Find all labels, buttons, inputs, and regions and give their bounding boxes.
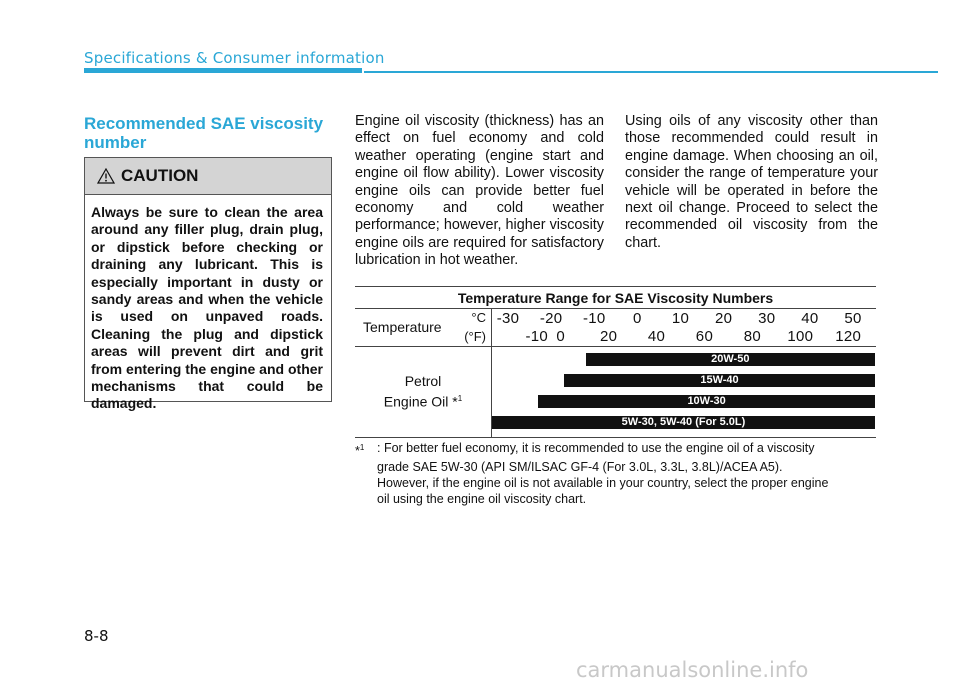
oil-label-line2: Engine Oil *$^1$ <box>383 393 463 410</box>
celsius-unit: °C <box>471 310 486 325</box>
oil-label-line1: Petrol <box>404 373 442 390</box>
table-title: Temperature Range for SAE Viscosity Numbers <box>355 287 876 309</box>
celsius-tick: 10 <box>671 310 690 327</box>
temperature-scale <box>492 309 876 346</box>
celsius-tick: -10 <box>582 310 606 327</box>
footnote-line-1: : For better fuel economy, it is recommended to use the engine oil of a viscosity <box>377 441 815 455</box>
page-number: 8-8 <box>84 627 109 645</box>
fahrenheit-unit: (°F) <box>464 329 486 344</box>
celsius-tick: 0 <box>633 310 642 327</box>
fahrenheit-tick: 100 <box>787 328 814 345</box>
viscosity-paragraph: Engine oil viscosity (thickness) has an effect on fuel economy and cold weather operating (engine start and engine oil flow ability). Lower viscosity engine oils can provide better fuel economy and cold weather performance; however, higher viscosity engine oils are required for satisfactory lubrication in hot weather. <box>355 113 604 269</box>
footnote <box>355 440 876 507</box>
fahrenheit-tick: 40 <box>647 328 666 345</box>
footnote-line-4: oil using the engine oil viscosity chart. <box>377 492 587 507</box>
fahrenheit-tick: 60 <box>695 328 714 345</box>
oil-grade-bar: 5W-30, 5W-40 (For 5.0L) <box>492 416 875 429</box>
celsius-tick: 50 <box>844 310 862 327</box>
caution-text: Always be sure to clean the area around any filler plug, drain plug, or dipstick before checking or draining any lubricant. This is especially important in dusty or sandy areas and when the vehicle is used on unpaved roads. Cleaning the plug and dipstick areas will prevent dirt and grit from entering the engine and other mechanisms that could be damaged. <box>91 204 323 412</box>
temperature-label: Temperature <box>363 319 442 335</box>
page-title: Recommended SAE viscosity number <box>84 114 324 152</box>
fahrenheit-tick: -10 <box>525 328 549 345</box>
oil-grade-bar: 20W-50 <box>586 353 875 366</box>
fahrenheit-tick: 120 <box>835 328 862 345</box>
celsius-tick: -20 <box>539 310 563 327</box>
celsius-tick: 40 <box>801 310 819 327</box>
oil-grade-bar: 10W-30 <box>538 395 875 408</box>
caution-label: CAUTION <box>121 166 199 185</box>
temperature-label-cell <box>355 309 492 346</box>
fahrenheit-tick: 20 <box>599 328 618 345</box>
celsius-tick: 20 <box>714 310 733 327</box>
warning-triangle-icon <box>97 168 115 184</box>
footnote-mark: *$^1$ <box>355 443 365 459</box>
engine-oil-label <box>355 347 492 437</box>
fahrenheit-tick: 0 <box>556 328 566 345</box>
fahrenheit-tick: 80 <box>743 328 762 345</box>
engine-oil-row <box>355 347 876 437</box>
footnote-line-3: However, if the engine oil is not available in your country, select the proper engine <box>377 476 829 491</box>
watermark: carmanualsonline.info <box>576 658 809 682</box>
caution-header <box>85 158 331 195</box>
footnote-line-2: grade SAE 5W-30 (API SM/ILSAC GF-4 (For 3.0L, 3.3L, 3.8L)/ACEA A5). <box>377 460 783 475</box>
viscosity-table <box>355 286 876 438</box>
header-rule-thick <box>84 68 362 73</box>
caution-box <box>84 157 332 412</box>
oil-grade-bars <box>492 347 876 437</box>
oil-selection-paragraph: Using oils of any viscosity other than those recommended could result in engine damage. When choosing an oil, consider the range of temperature your vehicle will be operated in before the next oil change. Proceed to select the recommended oil viscosity from the chart. <box>625 113 878 251</box>
header-rule-thin <box>364 71 938 73</box>
section-header: Specifications & Consumer information <box>84 49 385 67</box>
oil-grade-bar: 15W-40 <box>564 374 875 387</box>
temperature-row <box>355 309 876 347</box>
celsius-tick: -30 <box>496 310 520 327</box>
celsius-tick: 30 <box>758 310 776 327</box>
